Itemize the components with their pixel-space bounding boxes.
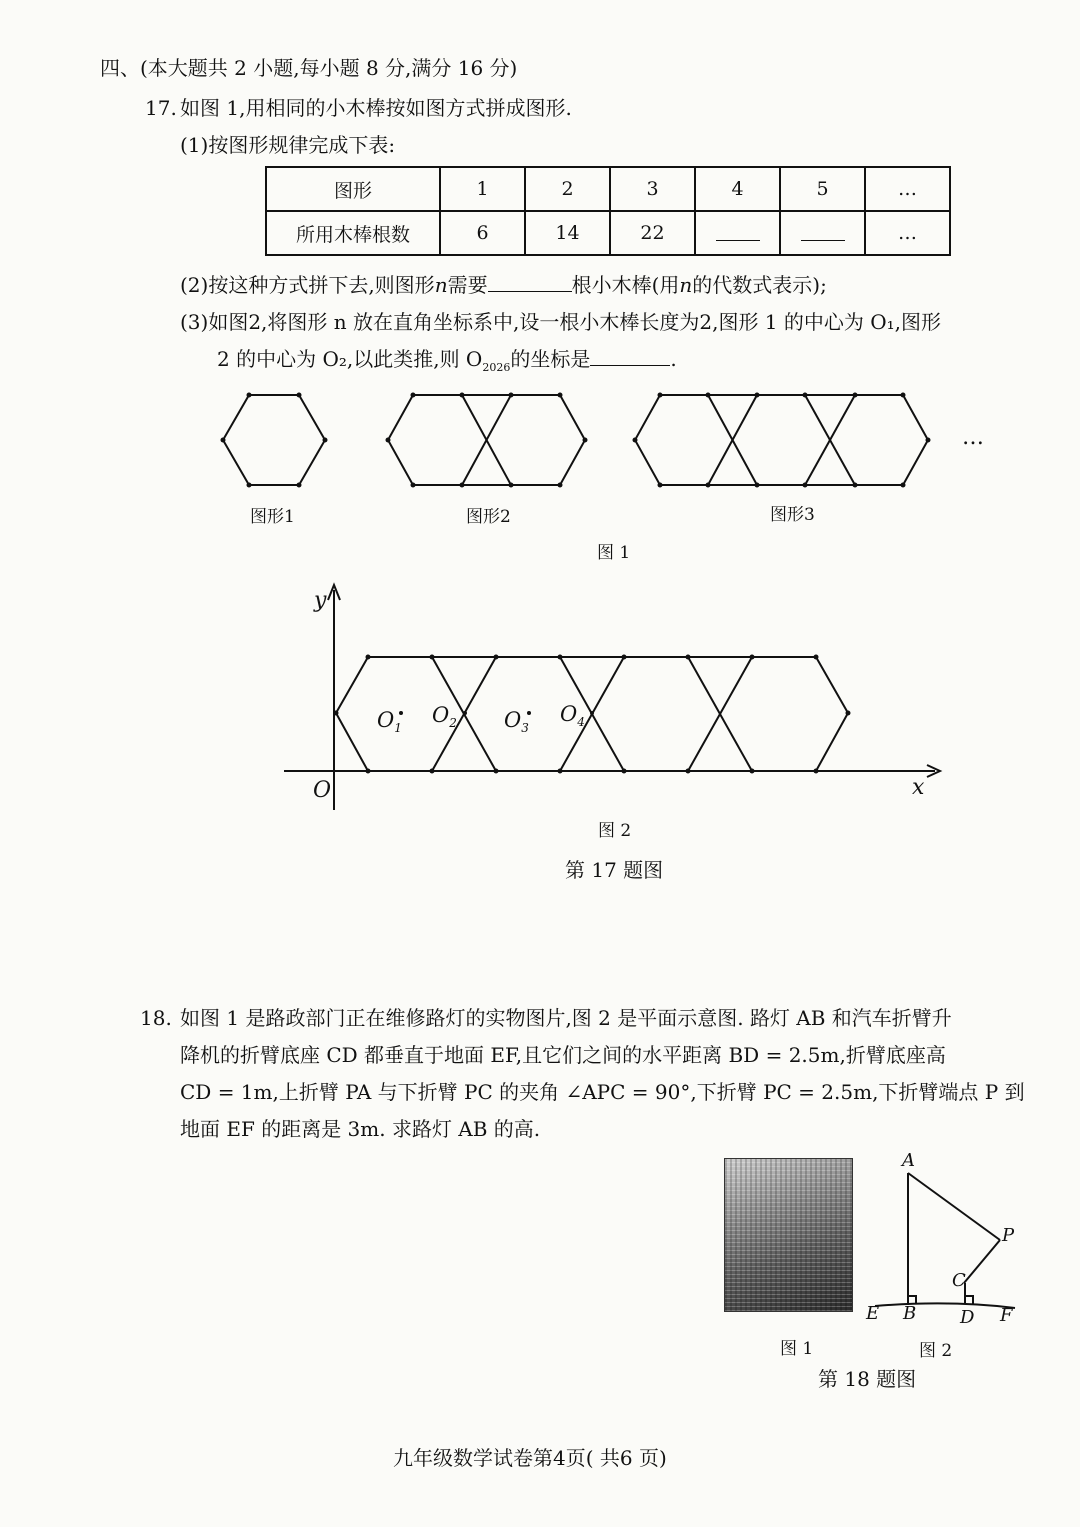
q17-part3-line1: (3)如图2,将图形 n 放在直角坐标系中,设一根小木棒长度为2,图形 1 的中心为 O₁,图形 bbox=[180, 310, 942, 334]
q18-number: 18. bbox=[140, 1006, 172, 1030]
q18-line2: 降机的折臂底座 CD 都垂直于地面 EF,且它们之间的水平距离 BD = 2.5m,折臂底座高 bbox=[180, 1043, 946, 1067]
q18-line4: 地面 EF 的距离是 3m. 求路灯 AB 的高. bbox=[180, 1117, 541, 1141]
text-segment: (2)按这种方式拼下去,则图形 bbox=[180, 273, 435, 297]
q17-number: 17. bbox=[145, 96, 177, 120]
point-label-p: P bbox=[1002, 1225, 1015, 1246]
page-footer: 九年级数学试卷第4页( 共6 页) bbox=[393, 1446, 667, 1470]
label-base: O bbox=[432, 703, 450, 727]
table-cell: 3 bbox=[610, 167, 695, 211]
label-sub: 3 bbox=[521, 721, 529, 736]
text-segment: 2 的中心为 O₂,以此类推,则 O bbox=[217, 347, 483, 371]
point-label-a: A bbox=[902, 1150, 915, 1171]
point-label-c: C bbox=[952, 1270, 966, 1291]
fig1-label-1: 图形1 bbox=[250, 507, 295, 527]
origin-label: O bbox=[313, 778, 332, 803]
q18-fig2-caption: 图 2 bbox=[919, 1341, 953, 1361]
label-sub: 2 bbox=[449, 716, 457, 731]
point-label-b: B bbox=[903, 1303, 917, 1324]
y-axis-label: y bbox=[314, 588, 327, 613]
table-cell: 所用木棒根数 bbox=[266, 211, 440, 255]
text-segment: 的坐标是 bbox=[510, 347, 591, 371]
point-label-e: E bbox=[866, 1303, 880, 1324]
table-cell: 14 bbox=[525, 211, 610, 255]
table-cell: … bbox=[865, 167, 950, 211]
section-heading: 四、(本大题共 2 小题,每小题 8 分,满分 16 分) bbox=[100, 56, 518, 80]
q17-part1: (1)按图形规律完成下表: bbox=[180, 133, 396, 157]
x-axis-label: x bbox=[912, 775, 925, 800]
table-cell: 22 bbox=[610, 211, 695, 255]
var-n: n bbox=[434, 273, 448, 297]
label-sub: 4 bbox=[577, 715, 585, 730]
q17-figure-caption: 第 17 题图 bbox=[565, 858, 664, 882]
label-base: O bbox=[560, 702, 578, 726]
label-base: O bbox=[504, 708, 522, 732]
fig1-label-3: 图形3 bbox=[770, 505, 815, 525]
table-cell: 图形 bbox=[266, 167, 440, 211]
point-label-f: F bbox=[1000, 1305, 1013, 1326]
text-segment: . bbox=[670, 347, 677, 371]
fig1-caption: 图 1 bbox=[597, 543, 631, 563]
table-cell: … bbox=[865, 211, 950, 255]
q18-figure-caption: 第 18 题图 bbox=[818, 1367, 917, 1391]
text-segment: 需要 bbox=[447, 273, 488, 297]
table-cell: 2 bbox=[525, 167, 610, 211]
fig1-label-2: 图形2 bbox=[466, 507, 511, 527]
label-sub: 1 bbox=[394, 721, 402, 736]
table-cell: 5 bbox=[780, 167, 865, 211]
text-segment: 的代数式表示); bbox=[692, 273, 827, 297]
label-base: O bbox=[377, 708, 395, 732]
var-n: n bbox=[679, 273, 693, 297]
q18-line1: 如图 1 是路政部门正在维修路灯的实物图片,图 2 是平面示意图. 路灯 AB 和汽车折臂升 bbox=[180, 1006, 952, 1030]
fig1-ellipsis: … bbox=[962, 425, 984, 450]
fig2-caption: 图 2 bbox=[598, 821, 632, 841]
subscript: 2026 bbox=[482, 361, 511, 374]
q18-fig1-caption: 图 1 bbox=[780, 1339, 814, 1359]
table-cell: 4 bbox=[695, 167, 780, 211]
table-cell: 6 bbox=[440, 211, 525, 255]
q17-intro: 如图 1,用相同的小木棒按如图方式拼成图形. bbox=[180, 96, 572, 120]
point-label-d: D bbox=[960, 1307, 975, 1328]
table-cell: 1 bbox=[440, 167, 525, 211]
text-segment: 根小木棒(用 bbox=[571, 273, 680, 297]
q18-line3: CD = 1m,上折臂 PA 与下折臂 PC 的夹角 ∠APC = 90°,下折臂 PC = 2.5m,下折臂端点 P 到 bbox=[180, 1080, 1025, 1104]
